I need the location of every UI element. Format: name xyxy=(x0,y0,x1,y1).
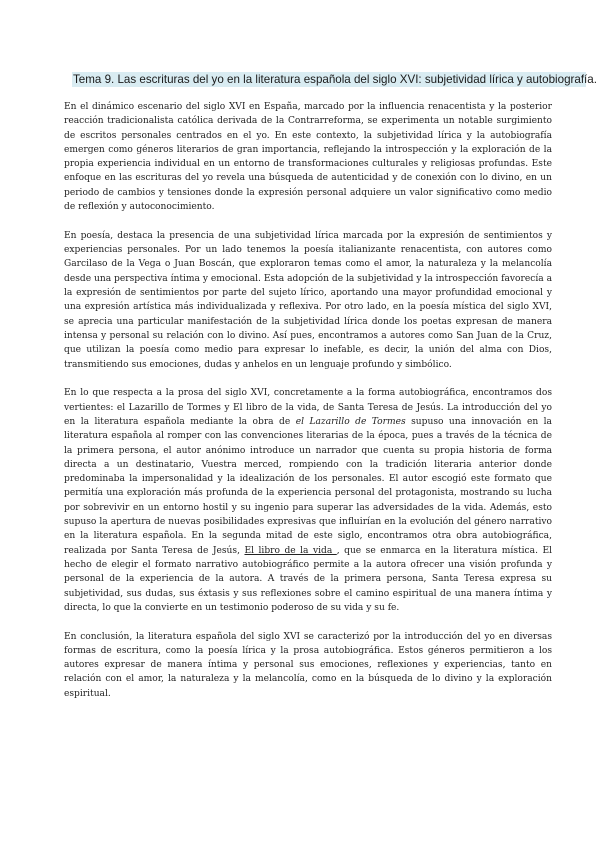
paragraph-poetry: En poesía, destaca la presencia de una subjetividad lírica marcada por la expresión de sentimientos y experiencias personales. Por un lado tenemos la poesía italianizante renacentista, con autores como Garcilaso de la Vega o Juan Boscán, que exploraron temas como el amor, la naturaleza y la melancolía desde una perspectiva íntima y emocional. Esta adopción de la subjetividad y la introspección favorecía a la expresión de sentimientos por parte del sujeto lírico, aportando una mayor profundidad emocional y una expresión artística más individualizada y reflexiva. Por otro lado, en la poesía mística del siglo XVI, se aprecia una particular manifestación de la subjetividad lírica donde los poetas expresan de manera intensa y personal su relación con lo divino. Así pues, encontramos a autores como San Juan de la Cruz, que utilizan la poesía como medio para expresar lo inefable, es decir, la unión del alma con Dios, transmitiendo sus emociones, dudas y anhelos en un lenguaje profundo y simbólico. xyxy=(64,230,552,370)
prose-text-2: supuso una innovación en la literatura española al romper con las convenciones literarias de la época, pues a través de la técnica de la primera persona, el autor anónimo introduce un narrador que cuenta su propia historia de forma directa a un destinatario, Vuestra merced, rompiendo con la tradición literaria anterior donde predominaba la impersonalidad y la idealización de los personales. El autor escogió este formato que permitía una exploración más profunda de la experiencia personal del protagonista, mostrando su lucha por sobrevivir en un entorno hostil y su ingenio para superar las adversidades de la vida. Además, esto supuso la apertura de nuevas posibilidades expresivas que influirían en la evolución del género narrativo en la literatura española. En la segunda mitad de este siglo, encontramos otra obra autobiográfica, realizada por Santa Teresa de Jesús, xyxy=(64,416,552,556)
document-title: Tema 9. Las escrituras del yo en la literatura española del siglo XVI: subjetividad lírica y autobiografía. xyxy=(73,73,597,86)
prose-text-1: En lo que respecta a la prosa del siglo XVI, concretamente a la forma autobiográfica, encontramos dos vertientes: el Lazarillo de Tormes y El libro de la vida, de Santa Teresa de Jesús. La introducción del yo en la literatura española mediante la obra de xyxy=(64,388,552,427)
prose-text-3: , que se enmarca en la literatura mística. El hecho de elegir el formato narrativo autobiográfico permite a la autora ofrecer una visión profunda y personal de la experiencia de la autora. A través de la primera persona, Santa Teresa expresa su subjetividad, sus dudas, sus éxtasis y sus reflexiones sobre el camino espiritual de una manera íntima y directa, lo que la convierte en un testimonio poderoso de su vida y su fe. xyxy=(64,545,552,613)
paragraph-introduction: En el dinámico escenario del siglo XVI en España, marcado por la influencia renacentista y la posterior reacción tradicionalista católica derivada de la Contrarreforma, se experimenta un notable surgimiento de escritos personales centrados en el yo. En este contexto, la subjetividad lírica y la autobiografía emergen como géneros literarios de gran importancia, reflejando la introspección y la exploración de la propia experiencia individual en un entorno de transformaciones culturales y religiosas profundas. Este enfoque en las escrituras del yo revela una búsqueda de autenticidad y de conexión con lo divino, en un periodo de cambios y tensiones donde la expresión personal adquiere un valor significativo como medio de reflexión y autoconocimiento. xyxy=(64,102,552,213)
lazarillo-title-italic: el Lazarillo de Tormes xyxy=(295,416,406,427)
document-body xyxy=(64,100,552,716)
libro-vida-title-underlined: El libro de la vida xyxy=(244,545,337,556)
paragraph-conclusion: En conclusión, la literatura española del siglo XVI se caracterizó por la introducción del yo en diversas formas de escritura, como la poesía lírica y la prosa autobiográfica. Estos géneros permitieron a los autores expresar de manera íntima y personal sus emociones, reflexiones y experiencias, tanto en relación con el amor, la naturaleza y la melancolía, como en la búsqueda de lo divino y la exploración espiritual. xyxy=(64,631,552,699)
paragraph-prose xyxy=(64,386,552,615)
